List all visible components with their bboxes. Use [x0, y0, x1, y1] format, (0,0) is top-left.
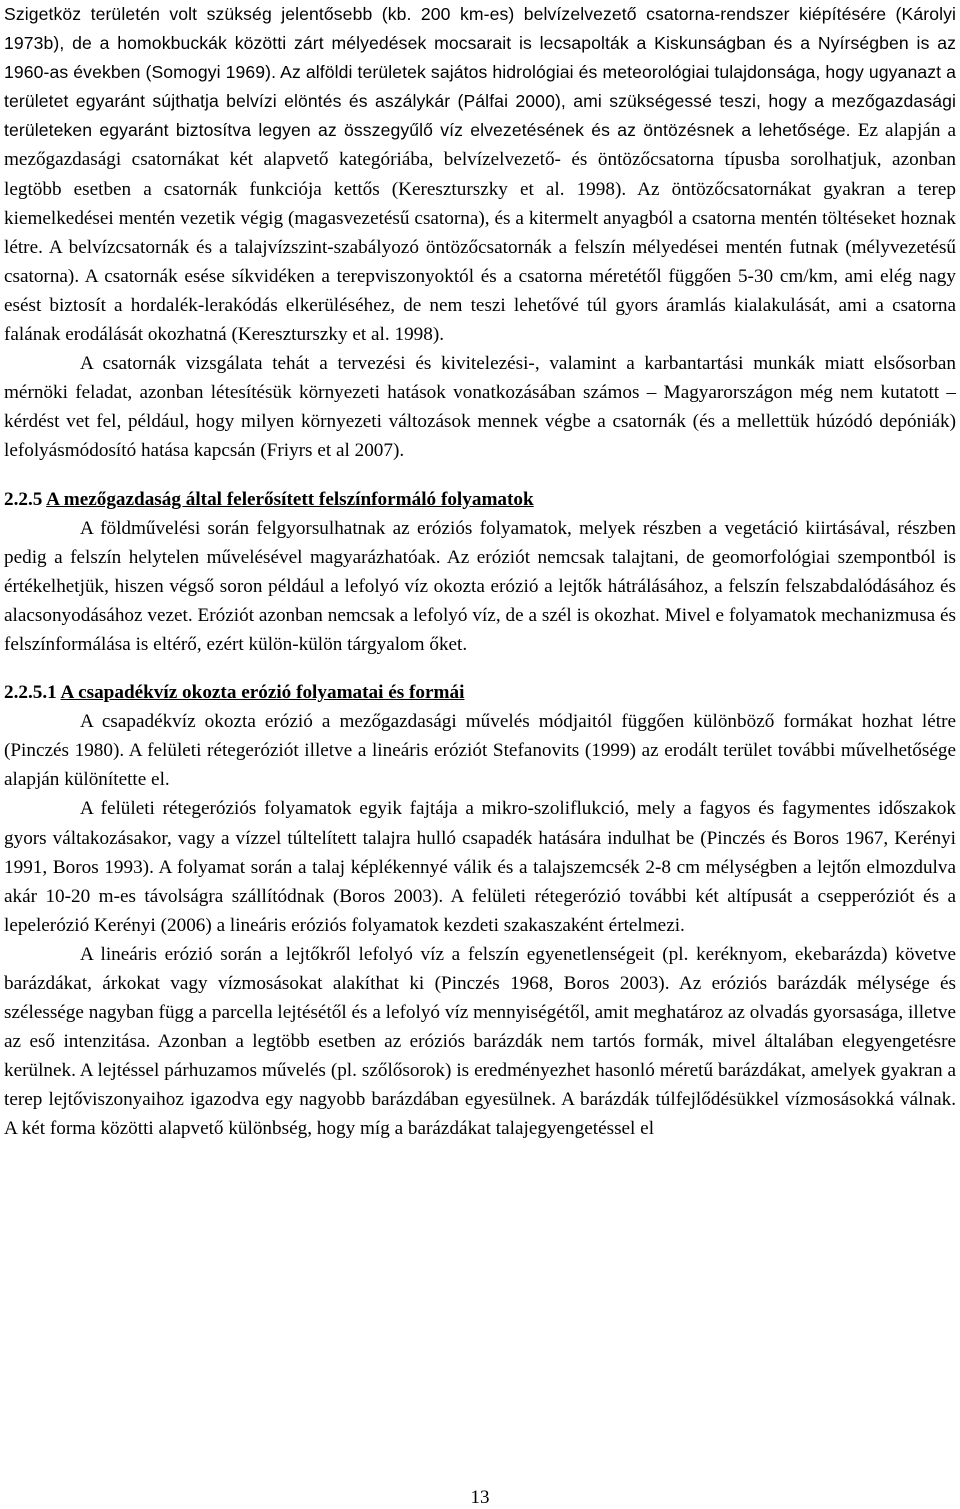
paragraph-sheet-erosion: A felületi rétegeróziós folyamatok egyik fajtája a mikro-szoliflukció, mely a fagyos és fagymentes időszakok gyors váltakozásakor, vagy a vízzel túltelített talajra hulló csapadék hatására indulhat be (Pinczés és Boros 1967, Kerényi 1991, Boros 1993). A folyamat során a talaj képlékennyé válik és a talajszemcsék 2-8 cm mélységben a lejtőn elmozdulva akár 10-20 m-es távolságra szállítódnak (Boros 2003). A felületi rétegerózió további két altípusát a csepperóziót és a lepelerózió Kerényi (2006) a lineáris eróziós folyamatok kezdeti szakaszaként értelmezi. [4, 798, 956, 936]
section-gap [4, 659, 956, 678]
section-heading-2-2-5 [4, 485, 956, 514]
section-gap [4, 466, 956, 485]
paragraph-rain-erosion: A csapadékvíz okozta erózió a mezőgazdasági művelés módjaitól függően különböző formákat hozhat létre (Pinczés 1980). A felületi rétegeróziót illetve a lineáris eróziót Stefanovits (1999) az erodált terület további művelhetősége alapján különítette el. [4, 711, 956, 791]
paragraph-erosion-intro: A földművelési során felgyorsulhatnak az eróziós folyamatok, melyek részben a vegetáció kiirtásával, részben pedig a felszín helytelen művelésével magyarázhatóak. Az eróziót nemcsak talajtani, de geomorfológiai szempontból is értékelhetjük, hiszen végső soron például a lefolyó víz okozta erózió a lejtők hátrálásához, a felszín felszabdalódásához és alacsonyodásához vezet. Eróziót azonban nemcsak a lefolyó víz, de a szél is okozhat. Mivel e folyamatok mechanizmusa és felszínformálása is eltérő, ezért külön-külön tárgyalom őket. [4, 517, 956, 655]
section-number: 2.2.5 [4, 488, 47, 510]
paragraph-drainage-canals [4, 0, 956, 349]
section-title: A csapadékvíz okozta erózió folyamatai és formái [60, 682, 465, 704]
section-heading-2-2-5-1 [4, 678, 956, 707]
section-number: 2.2.5.1 [4, 682, 61, 704]
page-number: 13 [470, 1487, 490, 1508]
paragraph-segment-sans-hydrology: Az alföldi területek sajátos hidrológiai és meteorológiai tulajdonsága, hogy ugyanazt a területet egyaránt sújthatja belvízi elöntés és aszálykár (Pálfai 2000), ami szükségessé teszi, hogy a mezőgazdasági területeken egyaránt biztosítva legyen az összegyűlő víz elvezetésének és az öntözésnek a lehetősége. [4, 62, 956, 141]
document-page [4, 0, 956, 1144]
paragraph-segment-canal-types: Ez alapján a mezőgazdasági csatornákat két alapvető kategóriába, belvízelvezető- és öntözőcsatorna típusba sorolhatjuk, azonban legtöbb esetben a csatornák funkciója kettős (Kereszturszky et al. 1998). Az öntözőcsatornákat gyakran a terep kiemelkedései mentén vezetik végig (magasvezetésű csatorna), és a kitermelt anyagból a csatorna mentén töltéseket hoznak létre. A belvízcsatornák és a talajvízszint-szabályozó öntözőcsatornák a felszín mélyedései mentén futnak (mélyvezetésű csatorna). A csatornák esése síkvidéken a terepviszonyoktól és a csatorna méretétől függően 5-30 cm/km, ami elég nagy esést biztosít a hordalék-lerakódás elkerüléséhez, de nem teszi lehetővé túl gyors áramlás kialakulását, ami a csatorna falának erodálását okozhatná (Kereszturszky et al. 1998). [4, 120, 956, 346]
section-title: A mezőgazdaság által felerősített felszínformáló folyamatok [46, 488, 534, 510]
paragraph-canal-research: A csatornák vizsgálata tehát a tervezési és kivitelezési-, valamint a karbantartási munkák miatt elsősorban mérnöki feladat, azonban létesítésük környezeti hatások vonatkozásában számos – Magyarországon még nem kutatott – kérdést vet fel, például, hogy milyen környezeti változások mennek végbe a csatornák (és a mellettük húzódó depóniák) lefolyásmódosító hatása kapcsán (Friyrs et al 2007). [4, 353, 956, 462]
paragraph-linear-erosion: A lineáris erózió során a lejtőkről lefolyó víz a felszín egyenetlenségeit (pl. keréknyom, ekebarázda) követve barázdákat, árkokat vagy vízmosásokat alakíthat ki (Pinczés 1968, Boros 2003). Az eróziós barázdák mélysége és szélessége nagyban függ a parcella lejtésétől és a lefolyó víz mennyiségétől, amit meghatároz az olvadás gyorsasága, illetve az eső intenzitása. Azonban a legtöbb esetben az eróziós barázdák nem tartós formák, mivel általában elegyengetésre kerülnek. A lejtéssel párhuzamos művelés (pl. szőlősorok) is eredményezhet hasonló méretű barázdákat, amelyek gyakran a terep lejtőviszonyaihoz igazodva egy nagyobb barázdában egyesülnek. A barázdák túlfejlődésükkel vízmosásokká válnak. A két forma közötti alapvető különbség, hogy míg a barázdákat talajegyengetéssel el [4, 943, 956, 1140]
paragraph-segment-sans: Szigetköz területén volt szükség jelentősebb (kb. 200 km-es) belvízelvezető csatorna-rendszer kiépítésére (Károlyi 1973b), de a homokbuckák közötti zárt mélyedések mocsarait is lecsapolták a Kiskunságban és a Nyírségben is az 1960-as években (Somogyi 1969). [4, 4, 956, 83]
